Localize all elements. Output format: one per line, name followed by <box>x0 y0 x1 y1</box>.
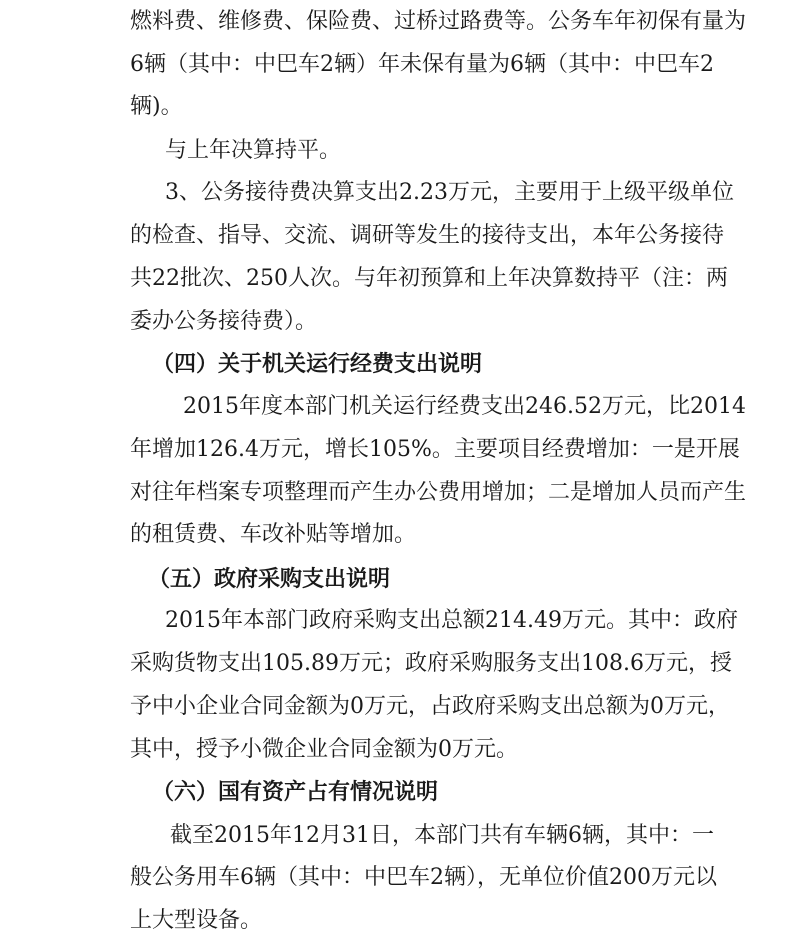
body-line: 般公务用车6辆（其中：中巴车2辆），无单位价值200万元以 <box>130 865 717 890</box>
body-line: 其中，授予小微企业合同金额为0万元。 <box>130 737 518 762</box>
body-line: 2015年度本部门机关运行经费支出246.52万元，比2014 <box>183 394 746 419</box>
body-line: 3、公务接待费决算支出2.23万元，主要用于上级平级单位 <box>165 180 734 205</box>
section-heading: （六）国有资产占有情况说明 <box>152 779 439 805</box>
body-line: 共22批次、250人次。与年初预算和上年决算数持平（注：两 <box>130 266 728 291</box>
body-line: 6辆（其中：中巴车2辆）年未保有量为6辆（其中：中巴车2 <box>130 52 714 77</box>
body-line: 与上年决算持平。 <box>165 138 342 163</box>
body-line: 辆)。 <box>130 94 183 119</box>
body-line: 燃料费、维修费、保险费、过桥过路费等。公务车年初保有量为 <box>130 9 747 34</box>
body-line: 委办公务接待费）。 <box>130 309 318 334</box>
section-heading: （五）政府采购支出说明 <box>148 566 391 592</box>
section-heading: （四）关于机关运行经费支出说明 <box>152 351 483 377</box>
body-line: 采购货物支出105.89万元；政府采购服务支出108.6万元，授 <box>130 651 732 676</box>
body-line: 2015年本部门政府采购支出总额214.49万元。其中：政府 <box>165 608 738 633</box>
body-line: 的租赁费、车改补贴等增加。 <box>130 522 417 547</box>
body-line: 予中小企业合同金额为0万元，占政府采购支出总额为0万元， <box>130 694 730 719</box>
body-line: 对往年档案专项整理而产生办公费用增加；二是增加人员而产生 <box>130 480 747 505</box>
body-line: 截至2015年12月31日，本部门共有车辆6辆，其中：一 <box>170 823 714 848</box>
body-line: 的检查、指导、交流、调研等发生的接待支出，本年公务接待 <box>130 223 725 248</box>
body-line: 上大型设备。 <box>130 908 263 933</box>
body-line: 年增加126.4万元，增长105%。主要项目经费增加：一是开展 <box>130 437 740 462</box>
